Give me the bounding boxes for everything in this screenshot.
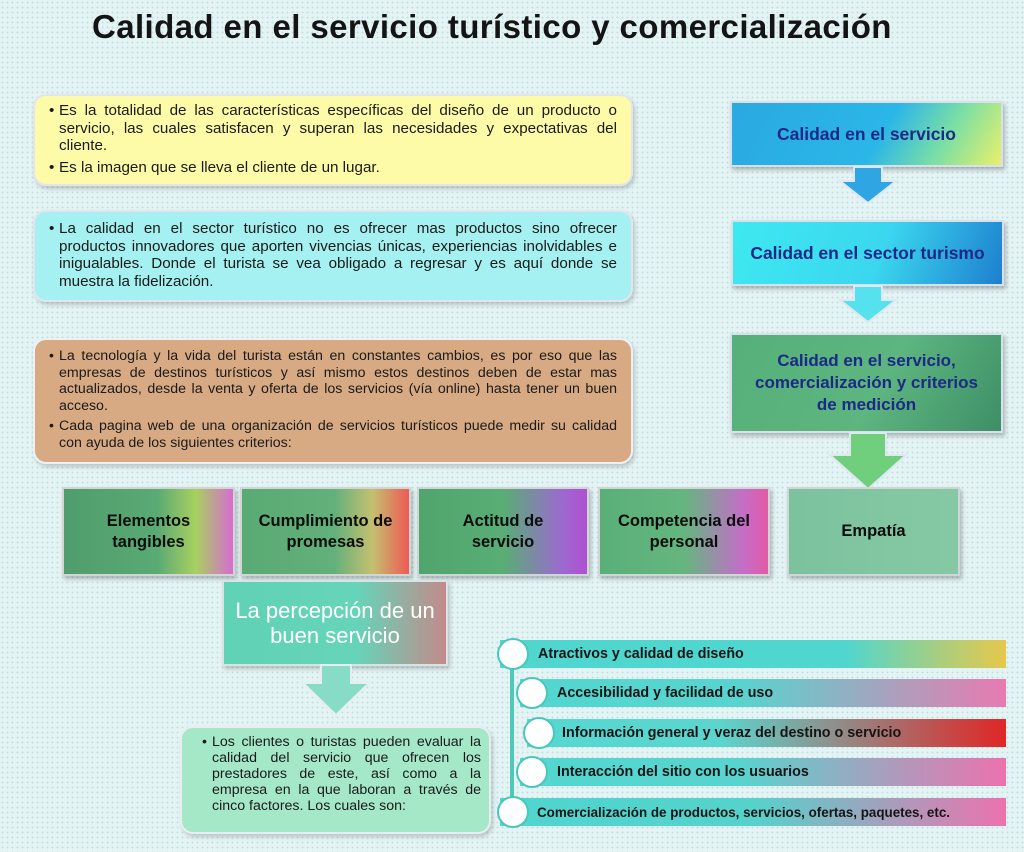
definitions-box — [33, 94, 633, 186]
criterion-box: Cumplimiento de promesas — [240, 487, 411, 576]
factor-item — [520, 758, 1006, 786]
perception-title: La percepción de un buen servicio — [235, 598, 435, 648]
factor-item — [500, 798, 1006, 826]
flow-box-tourism-sector: Calidad en el sector turismo — [731, 220, 1004, 286]
technology-item: • La tecnología y la vida del turista están en constantes cambios, es por eso que las empresas de destinos turísticos y así mismo estos destinos deben de estar mas actualizados, desde la venta y oferta de los servicios (vía online) hasta tener un buen acceso. — [59, 348, 617, 414]
factor-item — [500, 640, 1006, 668]
arrow-down-icon — [838, 167, 898, 207]
bullet-circle-icon — [523, 717, 555, 749]
technology-box — [33, 338, 633, 464]
factor-label: Comercialización de productos, servicios, ofertas, paquetes, etc. — [537, 804, 951, 820]
criterion-box: Elementos tangibles — [62, 487, 235, 576]
bullet-circle-icon — [497, 796, 529, 828]
tourism-quality-box — [33, 210, 633, 302]
bullet-circle-icon — [516, 756, 548, 788]
arrow-down-icon — [301, 665, 371, 717]
definition-item: • Es la totalidad de las características específicas del diseño de un producto o servicio, las cuales satisfacen y superan las necesidades y expectativas del cliente. — [59, 102, 617, 155]
tourism-quality-text: • La calidad en el sector turístico no es ofrecer mas productos sino ofrecer productos innovadores que aporten vivencias únicas, experiencias inolvidables e inigualables. Donde el turista se vea obligado a regresar y es aquí donde se muestra la fidelización. — [59, 220, 617, 290]
bullet-circle-icon — [516, 677, 548, 709]
arrow-down-icon — [838, 286, 898, 326]
flow-box-criteria: Calidad en el servicio, comercialización y criterios de medición — [730, 333, 1003, 433]
flow-box-quality-service: Calidad en el servicio — [730, 101, 1003, 167]
perception-text-box — [180, 726, 491, 834]
definition-item: • Es la imagen que se lleva el cliente de un lugar. — [59, 159, 617, 177]
factor-label: Atractivos y calidad de diseño — [538, 646, 744, 662]
perception-box — [222, 580, 448, 666]
factor-item — [520, 679, 1006, 707]
criterion-box: Competencia del personal — [598, 487, 770, 576]
perception-text: • Los clientes o turistas pueden evaluar la calidad del servicio que ofrecen los prestadores de este, así como a la empresa en la que laboran a través de cinco factores. Los cuales son: — [212, 734, 481, 814]
page-title: Calidad en el servicio turístico y comercialización — [92, 8, 892, 45]
arrow-down-icon — [828, 433, 908, 491]
criterion-box: Empatía — [787, 487, 960, 576]
technology-item: • Cada pagina web de una organización de servicios turísticos puede medir su calidad con ayuda de los siguientes criterios: — [59, 418, 617, 451]
factor-label: Interacción del sitio con los usuarios — [557, 764, 809, 780]
factors-bracket — [510, 652, 514, 812]
factor-label: Accesibilidad y facilidad de uso — [557, 685, 774, 701]
criterion-box: Actitud de servicio — [417, 487, 589, 576]
bullet-circle-icon — [497, 638, 529, 670]
factor-item — [527, 719, 1006, 747]
factor-label: Información general y veraz del destino o servicio — [562, 725, 902, 741]
